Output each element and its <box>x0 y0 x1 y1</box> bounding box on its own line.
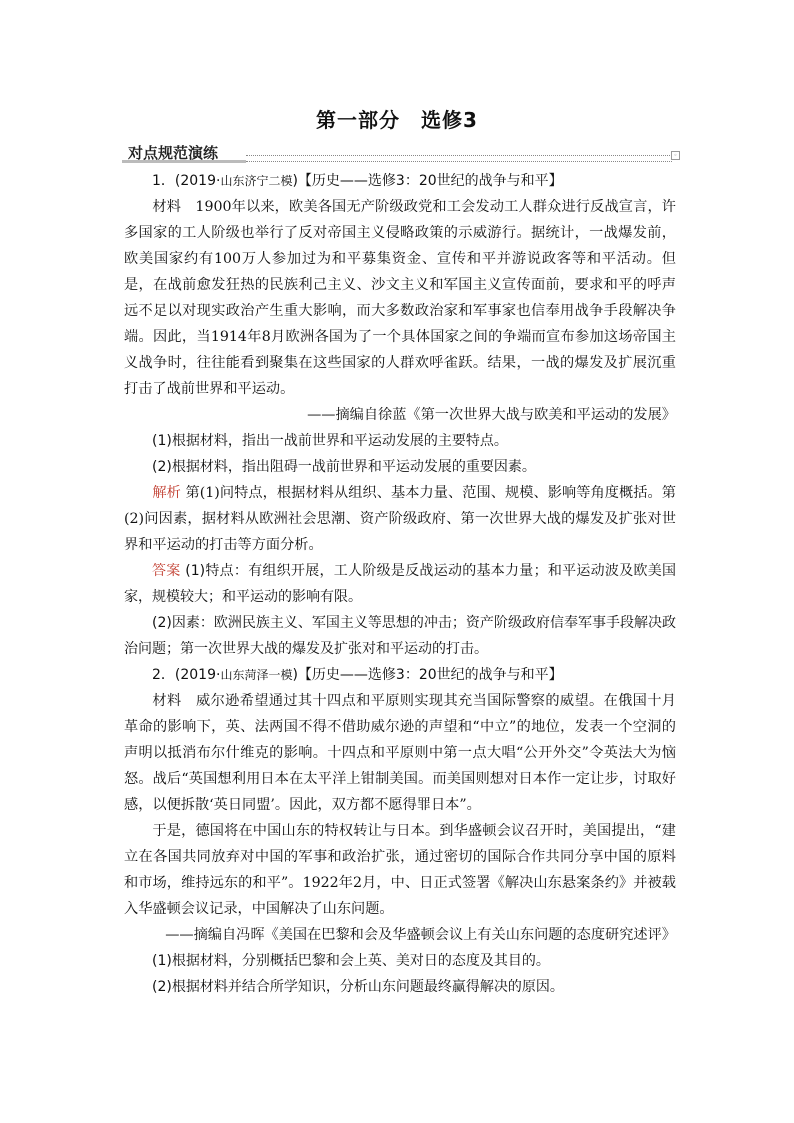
q2-material-2: 于是，德国将在中国山东的特权转让与日本。到华盛顿会议召开时，美国提出，“建立在各国共同放弃对中国的军事和政治扩张，通过密切的国际合作共同分享中国的原料和市场，维持远东的和平”。1922年2月，中、日正式签署《解决山东悬案条约》并被载入华盛顿会议记录，中国解决了山东问题。 <box>124 823 676 917</box>
q2-material-1 <box>124 688 676 818</box>
q1-analysis <box>124 480 676 558</box>
section-label: 对点规范演练 <box>128 144 219 162</box>
q1-material-label: 材料 <box>152 199 182 215</box>
q2-number: 2．(2019· <box>152 667 221 683</box>
q1-answer-1-text: (1)特点：有组织开展，工人阶级是反战运动的基本力量；和平运动波及欧美国家，规模较大；和平运动的影响有限。 <box>124 563 677 605</box>
q1-number: 1．(2019· <box>152 173 221 189</box>
q1-subquestion-1: (1)根据材料，指出一战前世界和平运动发展的主要特点。 <box>152 433 508 449</box>
q2-subquestion-1: (1)根据材料，分别概括巴黎和会上英、美对日的态度及其目的。 <box>152 953 550 969</box>
content-body <box>124 168 676 1000</box>
answer-tag: 答案 <box>152 563 181 579</box>
q1-topic: )【历史——选修3：20世纪的战争与和平】 <box>292 173 563 189</box>
q2-material-label: 材料 <box>152 693 182 709</box>
analysis-tag: 解析 <box>152 485 181 501</box>
q2-topic: )【历史——选修3：20世纪的战争与和平】 <box>292 667 563 683</box>
question-1-header <box>124 168 676 194</box>
q1-subquestion-2: (2)根据材料，指出阻碍一战前世界和平运动发展的重要因素。 <box>152 459 536 475</box>
q2-material-1-text: 威尔逊希望通过其十四点和平原则实现其充当国际警察的威望。在俄国十月革命的影响下，英、法两国不得不借助威尔逊的声望和“中立”的地位，发表一个空洞的声明以抵消布尔什维克的影响。十四点和平原则中第一点大唱“公开外交”令英法大为恼怒。战后“英国想利用日本在太平洋上钳制美国。而美国则想对日本作一定让步，讨取好感，以便拆散‘英日同盟’。因此，双方都不愿得罪日本”。 <box>124 693 676 813</box>
q1-answer-1 <box>124 558 676 610</box>
q1-source: 山东济宁二模 <box>220 174 293 188</box>
q2-citation: ——摘编自冯晖《美国在巴黎和会及华盛顿会议上有关山东问题的态度研究述评》 <box>165 927 676 943</box>
corner-mark-icon: ◦ <box>671 151 680 160</box>
q2-source: 山东菏泽一模 <box>220 668 293 682</box>
section-header <box>122 142 680 164</box>
q2-subquestion-2: (2)根据材料并结合所学知识，分析山东问题最终赢得解决的原因。 <box>152 979 564 995</box>
question-2-header <box>124 662 676 688</box>
section-divider <box>246 155 672 162</box>
q1-answer-2: (2)因素：欧洲民族主义、军国主义等思想的冲击；资产阶级政府信奉军事手段解决政治问题；第一次世界大战的爆发及扩张对和平运动的打击。 <box>124 615 676 657</box>
page-title: 第一部分 选修3 <box>316 108 478 132</box>
q1-material-text: 1900年以来，欧美各国无产阶级政党和工会发动工人群众进行反战宣言，许多国家的工人阶级也举行了反对帝国主义侵略政策的示威游行。据统计，一战爆发前，欧美国家约有100万人参加过为和平募集资金、宣传和平并游说政客等和平活动。但是，在战前愈发狂热的民族利己主义、沙文主义和军国主义宣传面前，要求和平的呼声远不足以对现实政治产生重大影响，而大多数政治家和军事家也信奉用战争手段解决争端。因此，当1914年8月欧洲各国为了一个具体国家之间的争端而宣布参加这场帝国主义战争时，往往能看到聚集在这些国家的人群欢呼雀跃。结果，一战的爆发及扩展沉重打击了战前世界和平运动。 <box>124 199 676 397</box>
q1-material <box>124 194 676 402</box>
q1-analysis-text: 第(1)问特点，根据材料从组织、基本力量、范围、规模、影响等角度概括。第(2)问因素，据材料从欧洲社会思潮、资产阶级政府、第一次世界大战的爆发及扩张对世界和平运动的打击等方面分析。 <box>124 485 676 553</box>
q1-citation: ——摘编自徐蓝《第一次世界大战与欧美和平运动的发展》 <box>307 407 676 423</box>
